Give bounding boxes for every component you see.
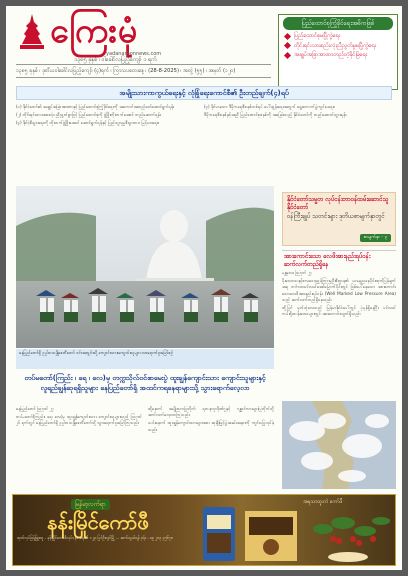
motto-item: ပြည်ထောင်စုမပြိုကွဲရေး — [285, 33, 391, 40]
diamond-bullet-icon — [284, 33, 291, 40]
diamond-bullet-icon — [284, 42, 291, 49]
ad-tagline: အရသာထူးကဲ ကော်ဖီ — [303, 499, 343, 505]
coffee-pack-icon — [199, 503, 239, 563]
motto-item: တိုင်းရင်းသားစည်းလုံးညီညွတ်မှုမပြိုကွဲရေး — [285, 43, 391, 50]
coffee-plant-icon — [303, 509, 393, 563]
coffee-advertisement[interactable] — [12, 494, 396, 566]
motto-item: အချုပ်အခြာအာဏာတည်တံ့ခိုင်မြဲရေး — [285, 52, 391, 59]
motto-title: ပြည်ထောင်စုကြံ့ခိုင်ရေးအဓိကဖြစ် — [283, 17, 393, 30]
dateline: ၁၃၈၅ ခုနှစ် ၊ ဒုတိယဝါခေါင်လပြည့်ကျော် (၄)ရက် ၊ ကြာသပတေးနေ့ ၊ (28-8-2025) ၊ အတွဲ (၅၅) ၊ အမှတ် (၁၂၀) — [16, 64, 271, 78]
ad-contact-text: ထုတ်လုပ်ဖြန့်ဖြူးသူ - နန်းမြိုင်ကော်ဖီလုပ်ငန်း၊ အမှတ် ၁၂၃၊ ပြင်ဦးလွင်မြို့ ... ဆက်သွယ်ရန် ဖုန်း - ၀၉ ၂၀၃ ၄၅၆၇၈ — [17, 535, 174, 540]
second-story-col1: နေပြည်တော် ဩဂုတ် ၂၇ တပ်မတော်(ကြည်း၊ ရေ၊ လေ)မှ ထူးချွန်ကျောင်းသား ကျောင်းသူများသည် ဩဂုတ် ၂၆ ရက်တွင် နေပြည်တော်ရှိ ဥပ္ပါတသန္တိစေတီတော်သို့ သွားရောက်ဖူးမြော်ကြသည်။ — [16, 406, 142, 426]
coffee-box-icon — [243, 505, 299, 563]
weather-headline: အားကောင်းသော လေဖိအားနည်းရပ်ဝန်း ဆက်လက်တည်ရှိနေ — [282, 250, 396, 271]
pagoda-emblem-icon — [18, 12, 46, 52]
satellite-weather-map — [282, 401, 396, 489]
weather-body: မန္တလေး ဩဂုတ် ၂၇ မိုးလေဝသနှင့်ဇလဗေဒညွှန်ကြားမှုဦးစီးဌာန၏ ယနေ့ညနေပိုင်းထုတ်ပြန်ချက်အရ ဘင်္ဂလားပင်လယ်အော်မြောက်ပိုင်းတွင် ဖြစ်ပေါ်နေသော အားကောင်းသောလေဖိအားနည်းရပ်ဝန်း (Well Marked Low Pressure Area) သည် ဆက်လက်တည်ရှိနေသည်။ ထို့ပြင် မုတ်သုံလေသည် မြန်မာနိုင်ငံပေါ်တွင် ပုံမှန်ရှိနေပြီး ပင်လယ်ကမ်းရိုးတန်းဒေသများတွင် အားကောင်းလျက်ရှိသည်။ — [282, 270, 396, 317]
ad-brand-badge: မြန်မာ့လက်ရာ — [71, 499, 110, 510]
serial-date: ၁၃၈၅ ခုနှစ် ၊ ဝါခေါင်လပြည့်ကျော် ၁ ရက် — [74, 57, 157, 63]
ad-brand-name: နန်းမြိုင်ကော်ဖီ — [47, 510, 149, 534]
body-column-right: (၄) ခိုင်မာသော ဒီမိုကရေစီစနစ်တစ်ရပ် ပေါ်ထွန်းရေးအတွက် ရွေးကောက်ပွဲကျင်းပရေး။ ဒီမိုကရေစီစနစ်နှင့်အညီ ပြည်ထောင်စုစနစ်ကို အခြေခံသည့် နိုင်ငံတော်ကို တည်ဆောက်သွားရန်။ — [204, 104, 347, 118]
page-reference-badge[interactable]: စာမျက်နှာ - ၃ — [360, 234, 391, 242]
site-url: yadanarbonnews.com — [106, 51, 162, 57]
newspaper-page — [6, 6, 402, 570]
diamond-bullet-icon — [284, 52, 291, 59]
photo-caption: နေပြည်တော်ရှိ ဥပ္ပါတသန္တိစေတီတော် ဝင်းအတွင်းသို့ ကျောင်းသား၊ကျောင်းသူများ လာရောက်ဖူးမြော်စဉ် — [16, 349, 274, 369]
pagoda-visit-photo — [16, 186, 274, 348]
second-headline: တပ်မတော်(ကြည်း ၊ ရေ ၊ လေ)မှ တက္ကသိုလ်ဝင်စာမေးပွဲ ထူးချွန်ကျောင်းသား ကျောင်းသူများနှင့် လူရည်ချွန်ဆုရရှိသူများ နေပြည်တော်ရှိ အထင်ကရနေရာများသို့ သွားရောက်လေ့လာ — [24, 374, 266, 392]
newspaper-title: ကြေးမုံ — [50, 11, 139, 51]
main-headline: အမျိုးသားကာကွယ်ရေးနှင့် လုံခြုံရေးကောင်စီ၏ ဦးတည်ချက်(၄)ရပ် — [16, 86, 392, 100]
side-title: နိုင်ငံတော်သမ္မတ လုပ်ငန်းတာဝန်ထမ်းဆောင်သူ နိုင်ငံတော် — [287, 196, 389, 211]
side-news-box — [282, 192, 396, 246]
side-subtitle: ဝန်ကြီးချုပ် သတင်းများ ဒုတိယစာမျက်နှာတွင် — [287, 213, 385, 220]
second-story-col2: ထို့နောက် အမျိုးသားပြတိုက်၊ ရတနာဂူလိုဏ်ဂူနှင့် ဂန္ထဝင်ကားများပြတိုက်သို့ ဆက်လက်လေ့လာကြသည်။ ယင်းနောက် ထူးချွန်ကျောင်းသားများအား ဆုချီးမြှင့်ပွဲအခမ်းအနားကို ကျင်းပပြုလုပ်ခဲ့သည်။ — [148, 406, 274, 432]
motto-box — [278, 14, 398, 90]
body-column-left: (၁) နိုင်ငံတော်၏ အချုပ်အခြာအာဏာနှင့် ပြည်ထောင်စုကြံ့ခိုင်ရေးကို အကောင်အထည်ဖော်ဆောင်ရွက်ရန်။ (၂) တိုင်းရင်းသားအားလုံး ညီညွတ်စွာဖြင့် ပြည်ထောင်စုကို ဖွံ့ဖြိုးတိုးတက်အောင် တည်ဆောက်ရန်။ (၃) နိုင်ငံ့စီးပွားရေးကို တိုးတက်ဖွံ့ဖြိုးအောင် ဆောင်ရွက်ရန်နှင့် ပြည်သူ့လူမှုစီးပွားဘဝ မြင့်မားရေး။ — [16, 104, 175, 126]
